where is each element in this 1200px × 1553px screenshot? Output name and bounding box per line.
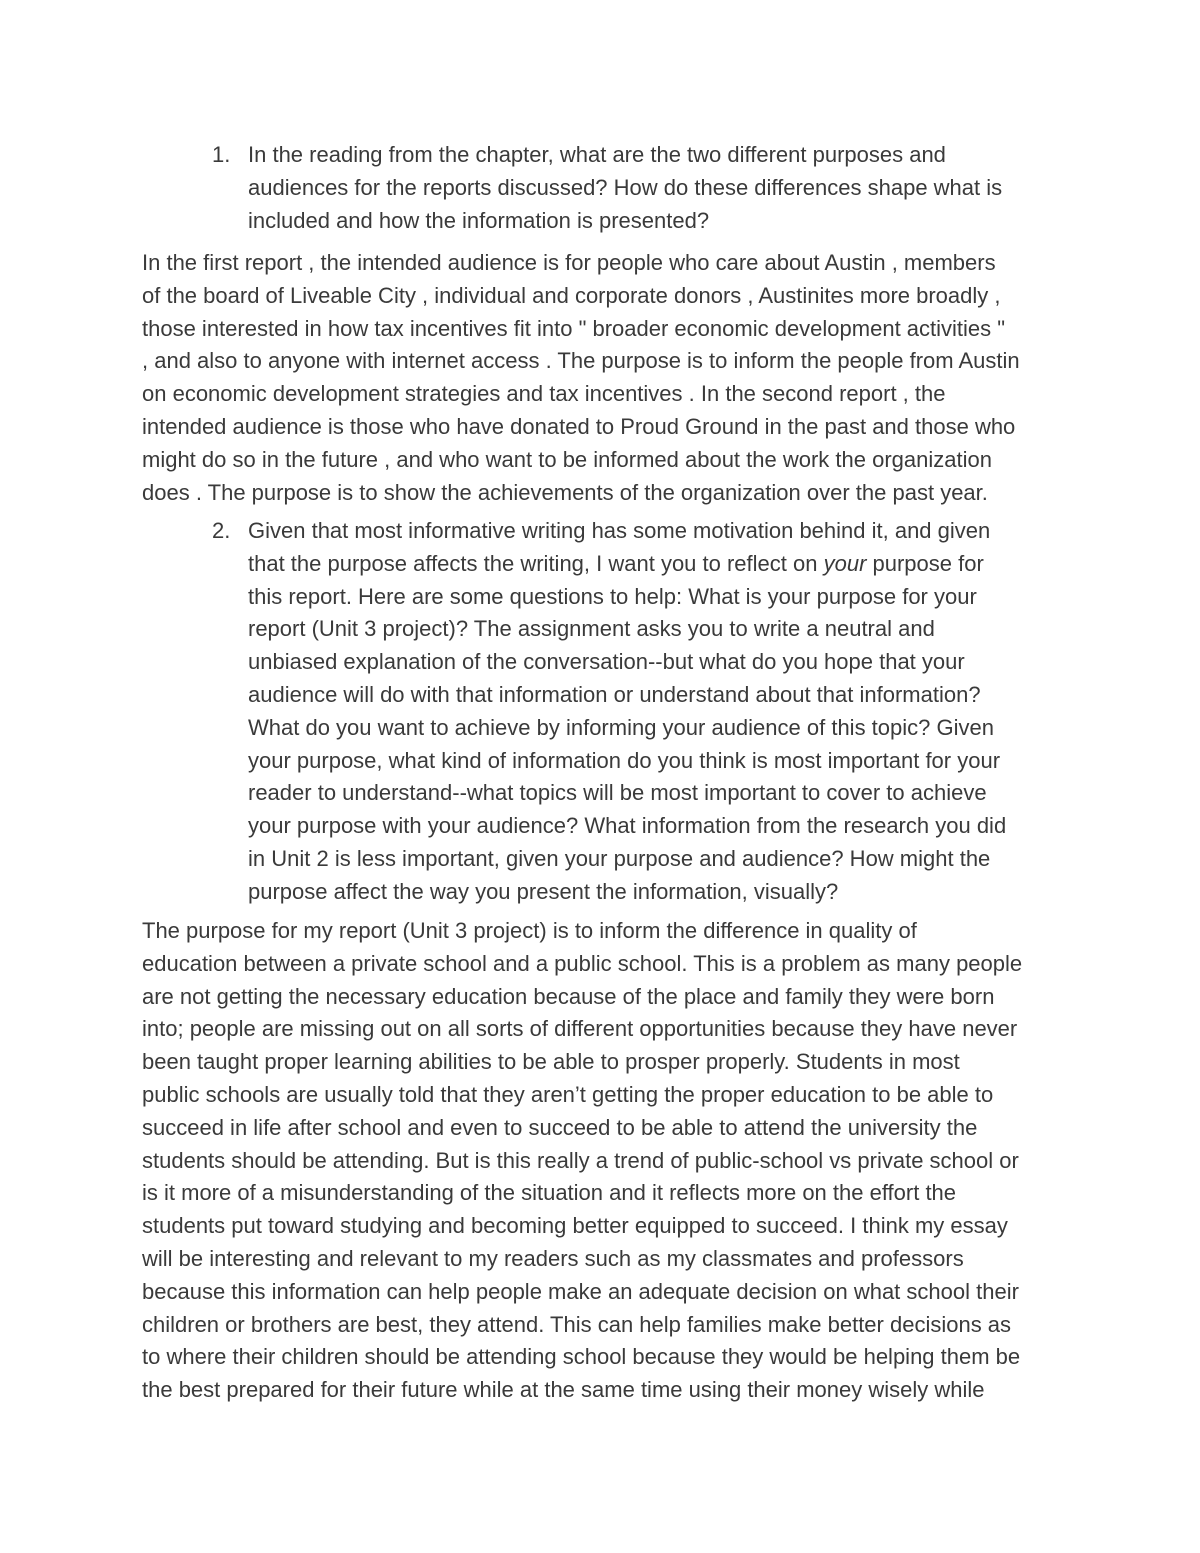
answer-1-line: In the first report , the intended audience is for people who care about Austin , members xyxy=(142,250,996,275)
answer-2-line: into; people are missing out on all sorts of different opportunities because they have never xyxy=(142,1016,1018,1042)
answer-2-line: the best prepared for their future while at the same time using their money wisely while xyxy=(142,1377,985,1403)
answer-1-line: , and also to anyone with internet access . The purpose is to inform the people from Austin xyxy=(142,348,1020,374)
question-2-line: audience will do with that information or understand about that information? xyxy=(248,681,981,707)
question-2 xyxy=(212,515,1098,909)
question-2-line: your purpose with your audience? What information from the research you did xyxy=(248,813,1007,839)
question-2-line: report (Unit 3 project)? The assignment asks you to write a neutral and xyxy=(248,616,935,642)
answer-2-line: is it more of a misunderstanding of the situation and it reflects more on the effort the xyxy=(142,1180,957,1206)
question-2-line: Given that most informative writing has some motivation behind it, and given xyxy=(248,518,991,543)
question-1-line: included and how the information is presented? xyxy=(248,207,710,233)
answer-1-line: intended audience is those who have donated to Proud Ground in the past and those who xyxy=(142,413,1016,439)
question-2-text: that the purpose affects the writing, I want you to reflect on xyxy=(248,550,824,576)
answer-2-line: will be interesting and relevant to my readers such as my classmates and professors xyxy=(142,1245,964,1271)
question-2-line: What do you want to achieve by informing your audience of this topic? Given xyxy=(248,714,994,740)
answer-2-line: public schools are usually told that they aren’t getting the proper education to be able to xyxy=(142,1081,994,1107)
answer-2-line: students should be attending. But is this really a trend of public-school vs private school or xyxy=(142,1147,1019,1173)
question-2-line: reader to understand--what topics will be most important to cover to achieve xyxy=(248,780,987,806)
question-2-line: your purpose, what kind of information do you think is most important for your xyxy=(248,747,1001,773)
answer-1-line: those interested in how tax incentives fit into " broader economic development activities " xyxy=(142,315,1006,341)
answer-1-line: on economic development strategies and tax incentives . In the second report , the xyxy=(142,381,946,407)
question-2-line: this report. Here are some questions to help: What is your purpose for your xyxy=(248,583,977,609)
question-1-number: 1. xyxy=(212,142,231,167)
answer-2-line: children or brothers are best, they attend. This can help families make better decisions as xyxy=(142,1311,1012,1337)
answer-2-line: are not getting the necessary education because of the place and family they were born xyxy=(142,983,995,1009)
answer-2-line: succeed in life after school and even to succeed to be able to attend the university the xyxy=(142,1114,978,1140)
answer-2-line: been taught proper learning abilities to be able to prosper properly. Students in most xyxy=(142,1049,960,1075)
question-2-text: purpose for xyxy=(866,550,984,576)
question-2-line: in Unit 2 is less important, given your purpose and audience? How might the xyxy=(248,845,991,871)
question-2-emphasis: your xyxy=(823,550,867,576)
question-2-number: 2. xyxy=(212,518,231,543)
answer-2-line: because this information can help people make an adequate decision on what school their xyxy=(142,1278,1019,1304)
answer-2-line: to where their children should be attending school because they would be helping them be xyxy=(142,1344,1021,1370)
answer-2 xyxy=(142,915,1072,1407)
question-1-line: In the reading from the chapter, what are the two different purposes and xyxy=(248,142,946,167)
answer-1 xyxy=(142,247,1072,509)
answer-1-line: of the board of Liveable City , individual and corporate donors , Austinites more broadly , xyxy=(142,282,1001,308)
answer-1-line: does . The purpose is to show the achievements of the organization over the past year. xyxy=(142,479,988,505)
question-2-line: purpose affect the way you present the information, visually? xyxy=(248,878,839,904)
answer-2-line: students put toward studying and becoming better equipped to succeed. I think my essay xyxy=(142,1213,1008,1239)
answer-1-line: might do so in the future , and who want to be informed about the work the organization xyxy=(142,446,992,472)
answer-2-line: The purpose for my report (Unit 3 project) is to inform the difference in quality of xyxy=(142,918,917,943)
question-1-line: audiences for the reports discussed? How do these differences shape what is xyxy=(248,174,1003,200)
answer-2-line: education between a private school and a public school. This is a problem as many people xyxy=(142,950,1023,976)
question-2-line: unbiased explanation of the conversation--but what do you hope that your xyxy=(248,649,965,675)
question-1 xyxy=(212,139,1098,237)
question-2-line xyxy=(248,548,1098,581)
